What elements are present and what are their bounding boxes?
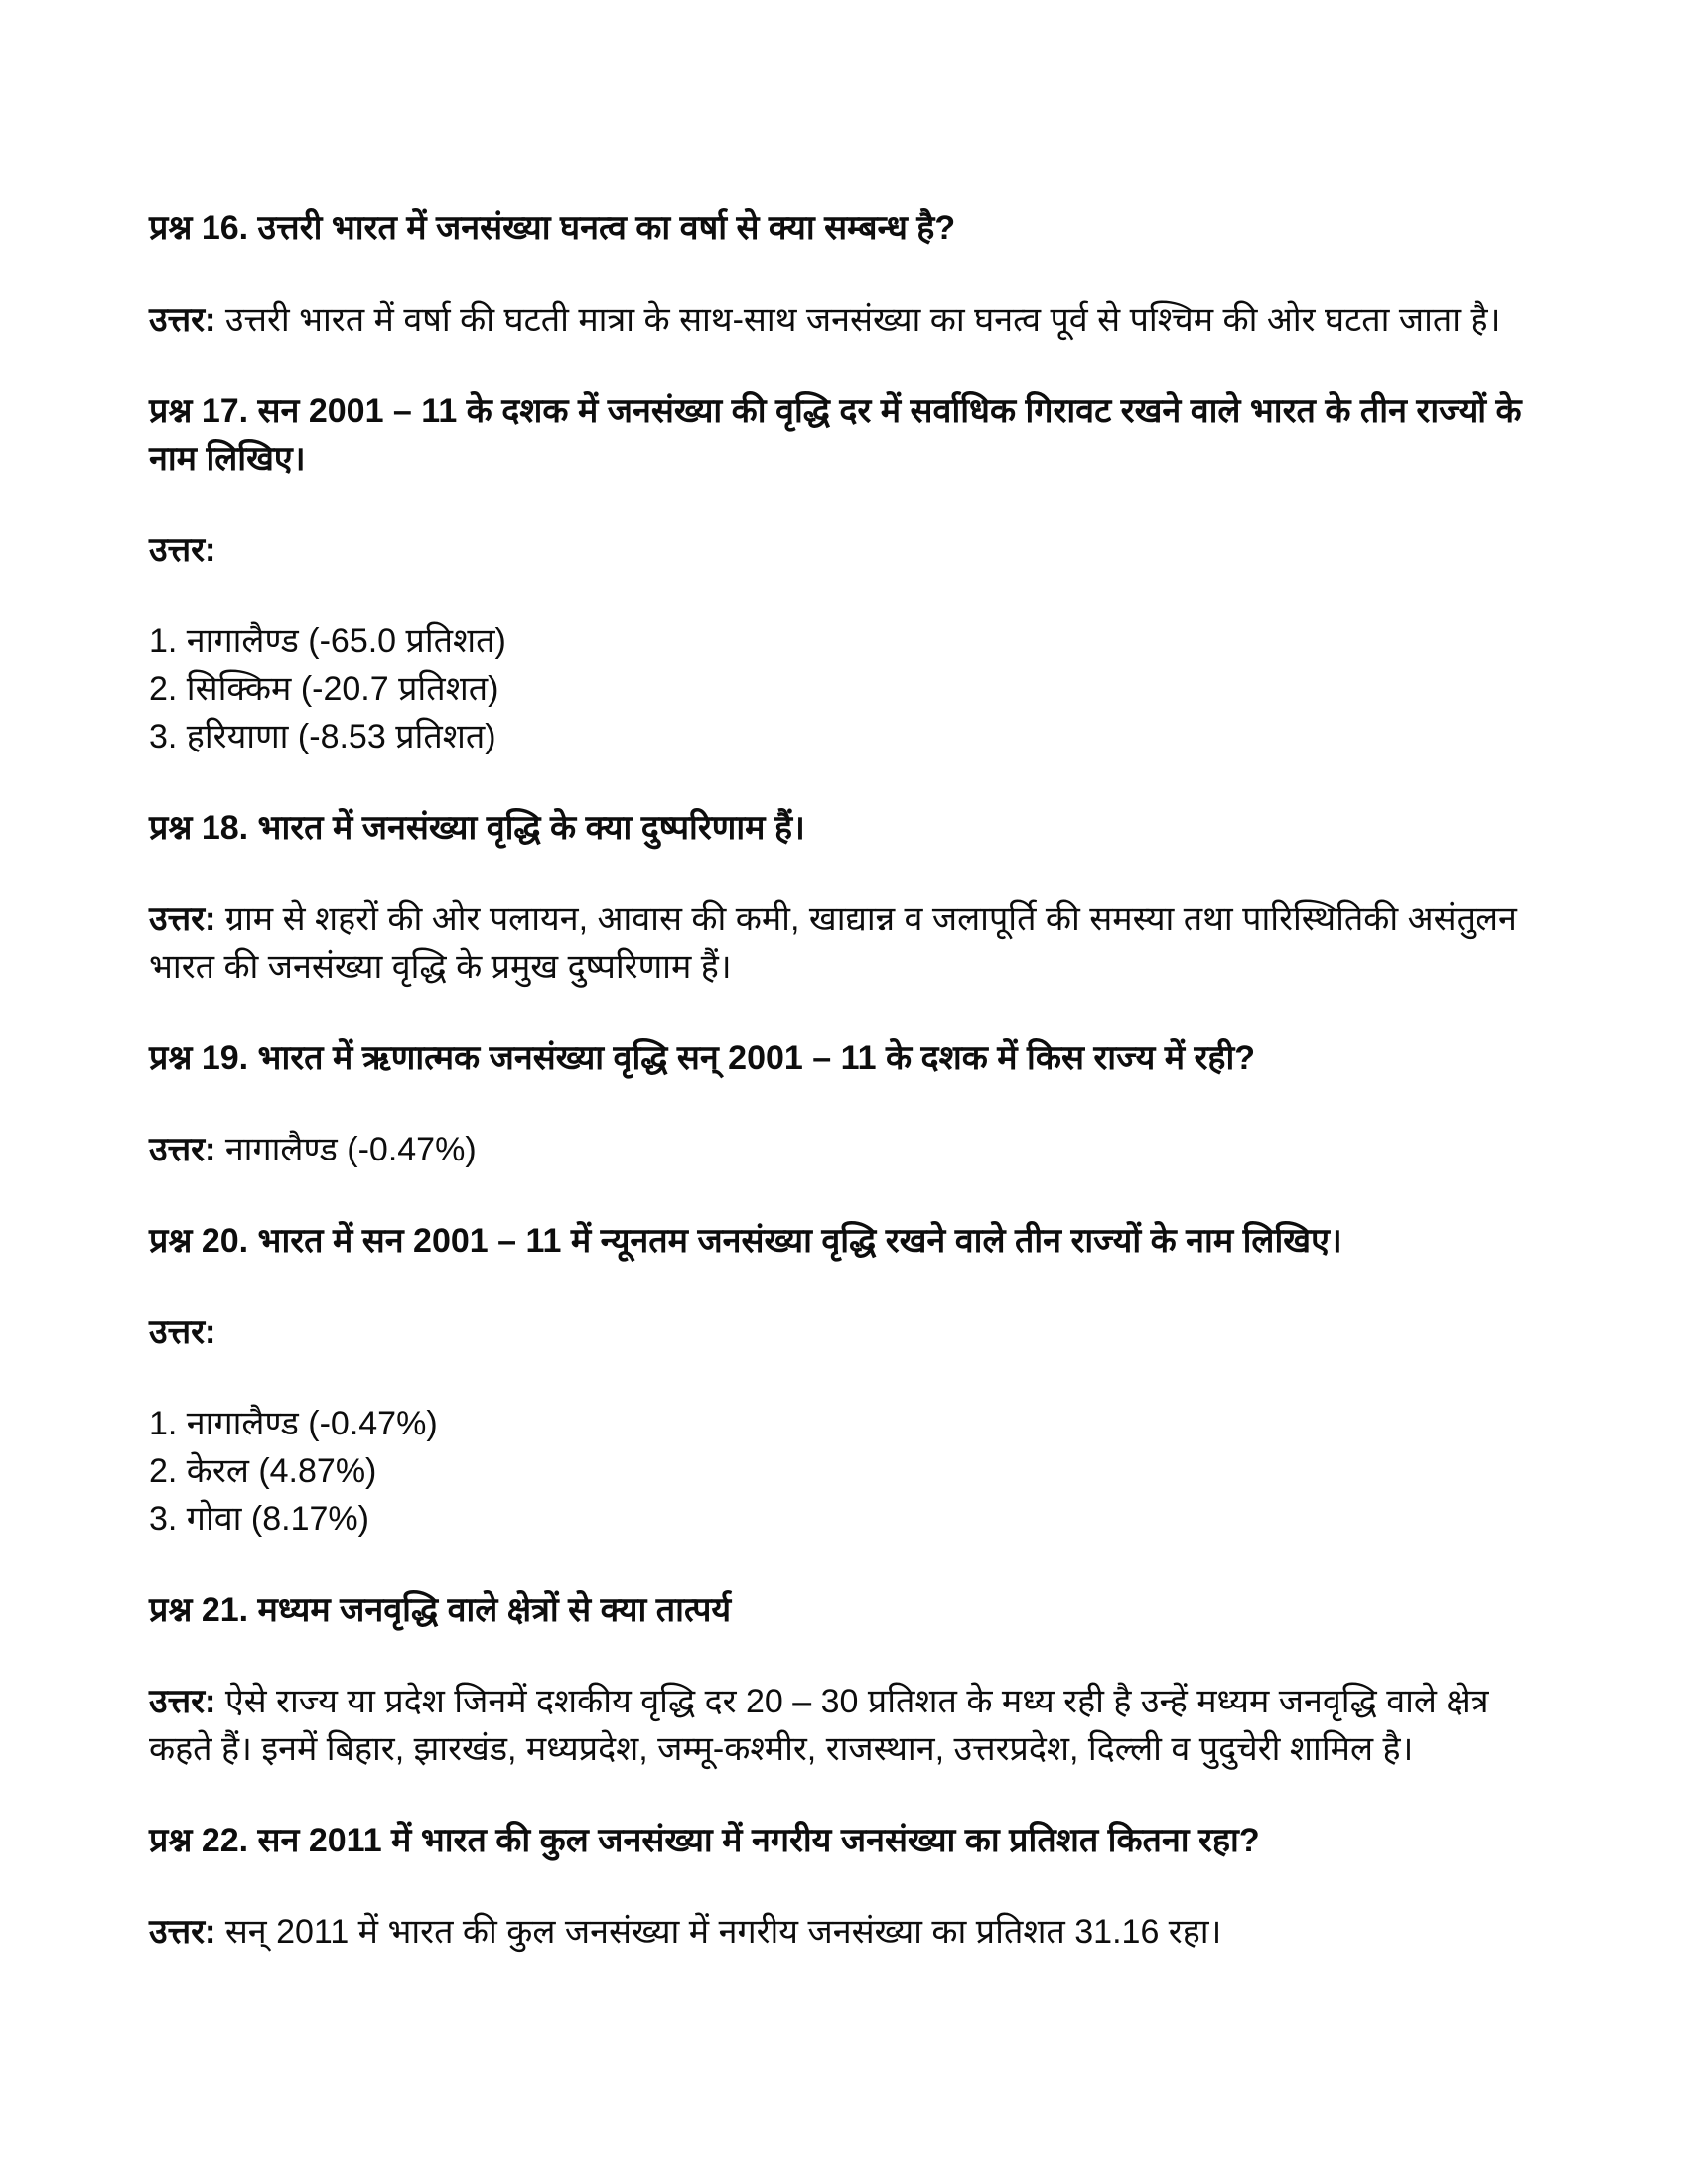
qa-block-19: [149, 1034, 1559, 1173]
answer-label: उत्तर:: [149, 1313, 216, 1351]
qa-block-21: [149, 1586, 1559, 1773]
answer-list-17: [149, 617, 1559, 760]
qa-block-18: [149, 804, 1559, 991]
list-item: 3. हरियाणा (-8.53 प्रतिशत): [149, 718, 496, 755]
answer-label: उत्तर:: [149, 1913, 216, 1951]
answer-label: उत्तर:: [149, 531, 216, 569]
answer-22: [149, 1908, 1559, 1956]
answer-label-paragraph-17: [149, 526, 1559, 574]
answer-text: सन् 2011 में भारत की कुल जनसंख्या में नगरीय जनसंख्या का प्रतिशत 31.16 रहा।: [224, 1913, 1222, 1951]
answer-18: [149, 895, 1559, 991]
qa-block-20: [149, 1217, 1559, 1543]
answer-text: उत्तरी भारत में वर्षा की घटती मात्रा के साथ-साथ जनसंख्या का घनत्व पूर्व से पश्चिम की ओर घटता जाता है।: [224, 301, 1501, 339]
list-item: 3. गोवा (8.17%): [149, 1500, 369, 1538]
question-19: प्रश्न 19. भारत में ऋणात्मक जनसंख्या वृद्धि सन् 2001 – 11 के दशक में किस राज्य में रही?: [149, 1039, 1256, 1077]
qa-block-22: [149, 1817, 1559, 1956]
question-17: प्रश्न 17. सन 2001 – 11 के दशक में जनसंख्या की वृद्धि दर में सर्वाधिक गिरावट रखने वाले भारत के तीन राज्यों के नाम लिखिए।: [149, 392, 1522, 478]
answer-text: ऐसे राज्य या प्रदेश जिनमें दशकीय वृद्धि दर 20 – 30 प्रतिशत के मध्य रही है उन्हें मध्यम जनवृद्धि वाले क्षेत्र कहते हैं। इनमें बिहार, झारखंड, मध्यप्रदेश, जम्मू-कश्मीर, राजस्थान, उत्तरप्रदेश, दिल्ली व पुदुचेरी शामिल है।: [149, 1683, 1489, 1768]
question-16: प्रश्न 16. उत्तरी भारत में जनसंख्या घनत्व का वर्षा से क्या सम्बन्ध है?: [149, 209, 956, 247]
list-item: 1. नागालैण्ड (-65.0 प्रतिशत): [149, 622, 506, 660]
list-item: 2. केरल (4.87%): [149, 1452, 377, 1490]
answer-21: [149, 1678, 1559, 1773]
answer-16: [149, 296, 1559, 343]
list-item: 1. नागालैण्ड (-0.47%): [149, 1405, 438, 1442]
qa-block-16: [149, 205, 1559, 343]
answer-text: ग्राम से शहरों की ओर पलायन, आवास की कमी, खाद्यान्न व जलापूर्ति की समस्या तथा पारिस्थितिकी असंतुलन भारत की जनसंख्या वृद्धि के प्रमुख दुष्परिणाम हैं।: [149, 900, 1517, 986]
answer-label: उत्तर:: [149, 1131, 216, 1168]
qa-block-17: [149, 387, 1559, 760]
answer-19: [149, 1126, 1559, 1173]
answer-label: उत्तर:: [149, 900, 216, 938]
answer-text: नागालैण्ड (-0.47%): [224, 1131, 477, 1168]
answer-label: उत्तर:: [149, 1683, 216, 1720]
answer-label: उत्तर:: [149, 301, 216, 339]
question-18: प्रश्न 18. भारत में जनसंख्या वृद्धि के क्या दुष्परिणाम हैं।: [149, 809, 805, 847]
question-21: प्रश्न 21. मध्यम जनवृद्धि वाले क्षेत्रों से क्या तात्पर्य: [149, 1591, 732, 1629]
list-item: 2. सिक्किम (-20.7 प्रतिशत): [149, 670, 499, 708]
answer-list-20: [149, 1400, 1559, 1543]
question-22: प्रश्न 22. सन 2011 में भारत की कुल जनसंख्या में नगरीय जनसंख्या का प्रतिशत कितना रहा?: [149, 1822, 1260, 1859]
answer-label-paragraph-20: [149, 1308, 1559, 1356]
question-20: प्रश्न 20. भारत में सन 2001 – 11 में न्यूनतम जनसंख्या वृद्धि रखने वाले तीन राज्यों के नाम लिखिए।: [149, 1222, 1342, 1260]
